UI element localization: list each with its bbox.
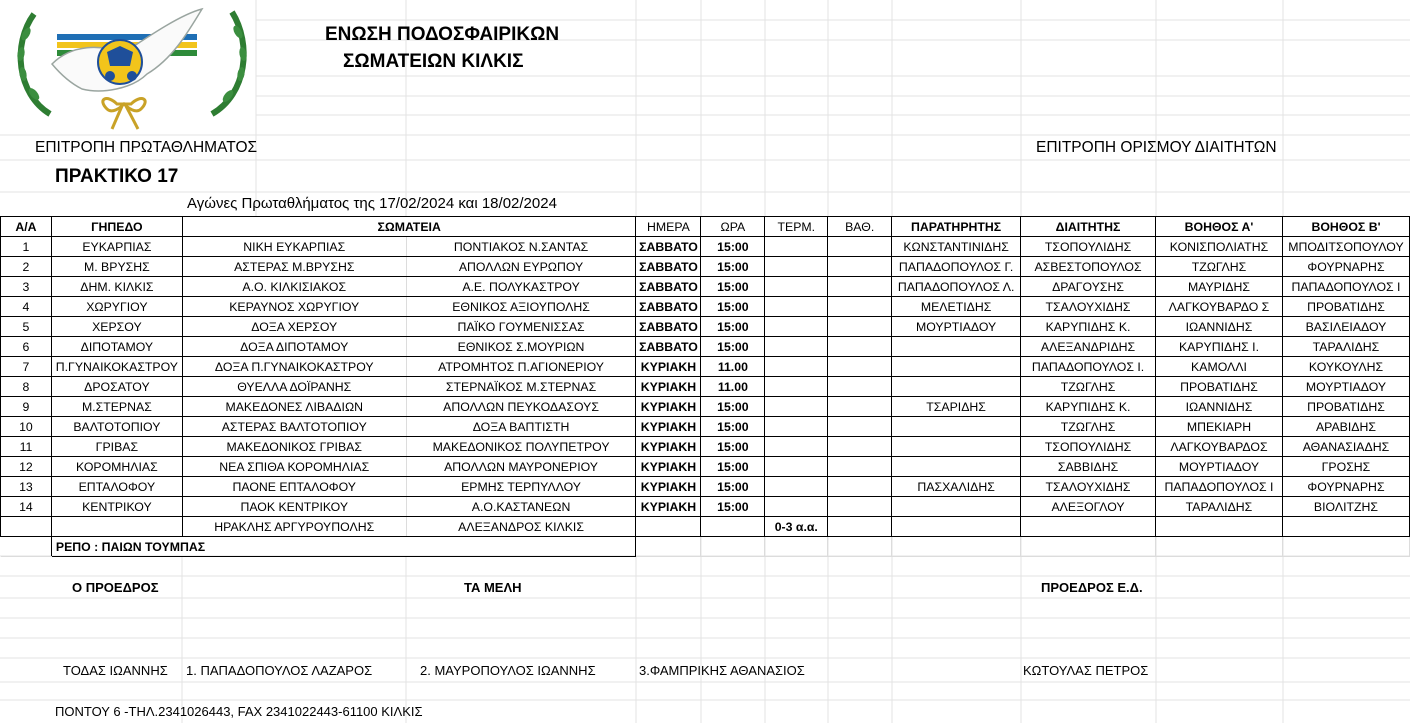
home-team-cell: ΝΕΑ ΣΠΙΘΑ ΚΟΡΟΜΗΛΙΑΣ	[182, 457, 406, 477]
assistant-b-cell: ΠΡΟΒΑΤΙΔΗΣ	[1282, 297, 1409, 317]
assistant-a-cell: ΤΑΡΑΛΙΔΗΣ	[1156, 497, 1283, 517]
matches-title: Αγώνες Πρωταθλήματος της 17/02/2024 και 18/02/2024	[187, 195, 557, 212]
score-cell	[765, 277, 828, 297]
grade-cell	[828, 257, 892, 277]
away-team-cell: ΜΑΚΕΔΟΝΙΚΟΣ ΠΟΛΥΠΕΤΡΟΥ	[406, 437, 636, 457]
away-team-cell: Α.Ο.ΚΑΣΤΑΝΕΩΝ	[406, 497, 636, 517]
referee-cell: ΚΑΡΥΠΙΔΗΣ Κ.	[1021, 397, 1156, 417]
assistant-a-cell: ΤΖΩΓΛΗΣ	[1156, 257, 1283, 277]
score-cell	[765, 337, 828, 357]
time-cell: 15:00	[701, 457, 765, 477]
time-cell: 15:00	[701, 437, 765, 457]
time-cell	[701, 517, 765, 537]
grade-cell	[828, 297, 892, 317]
observer-cell: ΚΩΝΣΤΑΝΤΙΝΙΔΗΣ	[892, 237, 1021, 257]
table-row	[1, 517, 1410, 537]
row-number	[1, 517, 52, 537]
observer-cell	[892, 457, 1021, 477]
score-cell	[765, 477, 828, 497]
member-2-name: 2. ΜΑΥΡΟΠΟΥΛΟΣ ΙΩΑΝΝΗΣ	[420, 663, 596, 678]
venue-cell: Μ. ΒΡΥΣΗΣ	[51, 257, 182, 277]
table-row	[1, 397, 1410, 417]
members-label: ΤΑ ΜΕΛΗ	[464, 580, 522, 595]
day-cell: ΚΥΡΙΑΚΗ	[636, 397, 701, 417]
time-cell: 15:00	[701, 477, 765, 497]
grade-cell	[828, 437, 892, 457]
grade-cell	[828, 337, 892, 357]
table-row	[1, 297, 1410, 317]
referee-cell: ΑΣΒΕΣΤΟΠΟΥΛΟΣ	[1021, 257, 1156, 277]
away-team-cell: ΑΛΕΞΑΝΔΡΟΣ ΚΙΛΚΙΣ	[406, 517, 636, 537]
away-team-cell: ΠΟΝΤΙΑΚΟΣ Ν.ΣΑΝΤΑΣ	[406, 237, 636, 257]
col-header-score: ΤΕΡΜ.	[765, 217, 828, 237]
score-cell	[765, 437, 828, 457]
score-cell	[765, 357, 828, 377]
day-cell: ΣΑΒΒΑΤΟ	[636, 257, 701, 277]
referee-cell: ΣΑΒΒΙΔΗΣ	[1021, 457, 1156, 477]
time-cell: 15:00	[701, 297, 765, 317]
home-team-cell: ΑΣΤΕΡΑΣ Μ.ΒΡΥΣΗΣ	[182, 257, 406, 277]
venue-cell: ΔΡΟΣΑΤΟΥ	[51, 377, 182, 397]
venue-cell: ΚΟΡΟΜΗΛΙΑΣ	[51, 457, 182, 477]
col-header-clubs: ΣΩΜΑΤΕΙΑ	[182, 217, 636, 237]
table-row	[1, 277, 1410, 297]
committee-right: ΕΠΙΤΡΟΠΗ ΟΡΙΣΜΟΥ ΔΙΑΙΤΗΤΩΝ	[1036, 139, 1277, 156]
assistant-b-cell: ΤΑΡΑΛΙΔΗΣ	[1282, 337, 1409, 357]
observer-cell	[892, 437, 1021, 457]
venue-cell: ΕΠΤΑΛΟΦΟΥ	[51, 477, 182, 497]
assistant-b-cell: ΒΙΟΛΙΤΖΗΣ	[1282, 497, 1409, 517]
away-team-cell: ΕΘΝΙΚΟΣ ΑΞΙΟΥΠΟΛΗΣ	[406, 297, 636, 317]
away-team-cell: ΑΠΟΛΛΩΝ ΜΑΥΡΟΝΕΡΙΟΥ	[406, 457, 636, 477]
observer-cell: ΠΑΠΑΔΟΠΟΥΛΟΣ Λ.	[892, 277, 1021, 297]
score-cell	[765, 237, 828, 257]
row-number: 10	[1, 417, 52, 437]
assistant-b-cell: ΒΑΣΙΛΕΙΑΔΟΥ	[1282, 317, 1409, 337]
grade-cell	[828, 277, 892, 297]
observer-cell	[892, 337, 1021, 357]
repo-text: ΡΕΠΟ : ΠΑΙΩΝ ΤΟΥΜΠΑΣ	[55, 539, 206, 554]
president-label: Ο ΠΡΟΕΔΡΟΣ	[72, 580, 159, 595]
referee-cell: ΚΑΡΥΠΙΔΗΣ Κ.	[1021, 317, 1156, 337]
time-cell: 15:00	[701, 397, 765, 417]
venue-cell	[51, 517, 182, 537]
away-team-cell: ΕΡΜΗΣ ΤΕΡΠΥΛΛΟΥ	[406, 477, 636, 497]
time-cell: 15:00	[701, 257, 765, 277]
home-team-cell: ΜΑΚΕΔΟΝΕΣ ΛΙΒΑΔΙΩΝ	[182, 397, 406, 417]
col-header-assistant-b: ΒΟΗΘΟΣ Β'	[1282, 217, 1409, 237]
ref-president-name: ΚΩΤΟΥΛΑΣ ΠΕΤΡΟΣ	[1023, 663, 1149, 678]
day-cell: ΣΑΒΒΑΤΟ	[636, 237, 701, 257]
referee-cell: ΤΖΩΓΛΗΣ	[1021, 377, 1156, 397]
venue-cell: ΔΗΜ. ΚΙΛΚΙΣ	[51, 277, 182, 297]
col-header-assistant-a: ΒΟΗΘΟΣ Α'	[1156, 217, 1283, 237]
home-team-cell: ΔΟΞΑ ΔΙΠΟΤΑΜΟΥ	[182, 337, 406, 357]
row-number: 8	[1, 377, 52, 397]
table-row	[1, 237, 1410, 257]
assistant-b-cell	[1282, 517, 1409, 537]
grade-cell	[828, 317, 892, 337]
assistant-a-cell: ΠΡΟΒΑΤΙΔΗΣ	[1156, 377, 1283, 397]
day-cell: ΣΑΒΒΑΤΟ	[636, 297, 701, 317]
referee-cell: ΤΣΟΠΟΥΛΙΔΗΣ	[1021, 437, 1156, 457]
assistant-b-cell: ΑΡΑΒΙΔΗΣ	[1282, 417, 1409, 437]
table-header-row	[1, 217, 1410, 237]
assistant-b-cell: ΓΡΟΣΗΣ	[1282, 457, 1409, 477]
assistant-b-cell: ΚΟΥΚΟΥΛΗΣ	[1282, 357, 1409, 377]
venue-cell: ΧΕΡΣΟΥ	[51, 317, 182, 337]
praktiko-number: ΠΡΑΚΤΙΚΟ 17	[55, 166, 179, 187]
observer-cell: ΠΑΣΧΑΛΙΔΗΣ	[892, 477, 1021, 497]
assistant-a-cell: ΚΑΜΟΛΛΙ	[1156, 357, 1283, 377]
time-cell: 15:00	[701, 337, 765, 357]
day-cell: ΚΥΡΙΑΚΗ	[636, 377, 701, 397]
table-row	[1, 317, 1410, 337]
col-header-time: ΩΡΑ	[701, 217, 765, 237]
home-team-cell: ΝΙΚΗ ΕΥΚΑΡΠΙΑΣ	[182, 237, 406, 257]
day-cell: ΚΥΡΙΑΚΗ	[636, 497, 701, 517]
col-header-no: Α/Α	[1, 217, 52, 237]
assistant-b-cell: ΜΟΥΡΤΙΑΔΟΥ	[1282, 377, 1409, 397]
time-cell: 11.00	[701, 357, 765, 377]
observer-cell	[892, 497, 1021, 517]
assistant-b-cell: ΦΟΥΡΝΑΡΗΣ	[1282, 257, 1409, 277]
table-row	[1, 357, 1410, 377]
observer-cell	[892, 357, 1021, 377]
table-row	[1, 417, 1410, 437]
day-cell: ΣΑΒΒΑΤΟ	[636, 277, 701, 297]
away-team-cell: ΣΤΕΡΝΑΪΚΟΣ Μ.ΣΤΕΡΝΑΣ	[406, 377, 636, 397]
member-3-name: 3.ΦΑΜΠΡΙΚΗΣ ΑΘΑΝΑΣΙΟΣ	[639, 663, 805, 678]
col-header-grade: ΒΑΘ.	[828, 217, 892, 237]
time-cell: 15:00	[701, 237, 765, 257]
row-number: 12	[1, 457, 52, 477]
col-header-day: ΗΜΕΡΑ	[636, 217, 701, 237]
table-row	[1, 437, 1410, 457]
observer-cell: ΜΕΛΕΤΙΔΗΣ	[892, 297, 1021, 317]
score-cell	[765, 317, 828, 337]
away-team-cell: ΕΘΝΙΚΟΣ Σ.ΜΟΥΡΙΩΝ	[406, 337, 636, 357]
score-cell	[765, 417, 828, 437]
col-header-referee: ΔΙΑΙΤΗΤΗΣ	[1021, 217, 1156, 237]
referee-cell: ΤΖΩΓΛΗΣ	[1021, 417, 1156, 437]
score-cell	[765, 377, 828, 397]
day-cell: ΚΥΡΙΑΚΗ	[636, 417, 701, 437]
time-cell: 15:00	[701, 317, 765, 337]
home-team-cell: ΔΟΞΑ Π.ΓΥΝΑΙΚΟΚΑΣΤΡΟΥ	[182, 357, 406, 377]
venue-cell: ΧΩΡΥΓΙΟΥ	[51, 297, 182, 317]
score-cell	[765, 297, 828, 317]
col-header-venue: ΓΗΠΕΔΟ	[51, 217, 182, 237]
day-cell	[636, 517, 701, 537]
grade-cell	[828, 477, 892, 497]
table-row	[1, 477, 1410, 497]
observer-cell: ΤΣΑΡΙΔΗΣ	[892, 397, 1021, 417]
assistant-a-cell: ΜΑΥΡΙΔΗΣ	[1156, 277, 1283, 297]
score-cell	[765, 457, 828, 477]
grade-cell	[828, 417, 892, 437]
table-row	[1, 257, 1410, 277]
referee-cell: ΤΣΟΠΟΥΛΙΔΗΣ	[1021, 237, 1156, 257]
row-number: 13	[1, 477, 52, 497]
table-row	[1, 337, 1410, 357]
day-cell: ΚΥΡΙΑΚΗ	[636, 457, 701, 477]
president-name: ΤΟΔΑΣ ΙΩΑΝΝΗΣ	[63, 663, 168, 678]
venue-cell: Π.ΓΥΝΑΙΚΟΚΑΣΤΡΟΥ	[51, 357, 182, 377]
venue-cell: ΒΑΛΤΟΤΟΠΙΟΥ	[51, 417, 182, 437]
venue-cell: ΓΡΙΒΑΣ	[51, 437, 182, 457]
assistant-a-cell	[1156, 517, 1283, 537]
referee-cell: ΔΡΑΓΟΥΣΗΣ	[1021, 277, 1156, 297]
score-cell	[765, 257, 828, 277]
observer-cell	[892, 417, 1021, 437]
referee-cell: ΠΑΠΑΔΟΠΟΥΛΟΣ Ι.	[1021, 357, 1156, 377]
assistant-a-cell: ΛΑΓΚΟΥΒΑΡΔΟ Σ	[1156, 297, 1283, 317]
row-number: 14	[1, 497, 52, 517]
home-team-cell: Α.Ο. ΚΙΛΚΙΣΙΑΚΟΣ	[182, 277, 406, 297]
footer-address: ΠΟΝΤΟΥ 6 -ΤΗΛ.2341026443, FAX 2341022443-61100 ΚΙΛΚΙΣ	[55, 704, 423, 719]
row-number: 5	[1, 317, 52, 337]
dove-football-wreath-logo	[12, 4, 252, 132]
score-cell	[765, 397, 828, 417]
observer-cell: ΠΑΠΑΔΟΠΟΥΛΟΣ Γ.	[892, 257, 1021, 277]
assistant-b-cell: ΠΑΠΑΔΟΠΟΥΛΟΣ Ι	[1282, 277, 1409, 297]
referee-cell	[1021, 517, 1156, 537]
observer-cell	[892, 517, 1021, 537]
grade-cell	[828, 457, 892, 477]
home-team-cell: ΜΑΚΕΔΟΝΙΚΟΣ ΓΡΙΒΑΣ	[182, 437, 406, 457]
assistant-a-cell: ΚΟΝΙΣΠΟΛΙΑΤΗΣ	[1156, 237, 1283, 257]
referee-cell: ΑΛΕΞΑΝΔΡΙΔΗΣ	[1021, 337, 1156, 357]
venue-cell: ΕΥΚΑΡΠΙΑΣ	[51, 237, 182, 257]
col-header-observer: ΠΑΡΑΤΗΡΗΤΗΣ	[892, 217, 1021, 237]
assistant-a-cell: ΠΑΠΑΔΟΠΟΥΛΟΣ Ι	[1156, 477, 1283, 497]
table-row	[1, 377, 1410, 397]
venue-cell: ΔΙΠΟΤΑΜΟΥ	[51, 337, 182, 357]
away-team-cell: Α.Ε. ΠΟΛΥΚΑΣΤΡΟΥ	[406, 277, 636, 297]
assistant-a-cell: ΜΠΕΚΙΑΡΗ	[1156, 417, 1283, 437]
grade-cell	[828, 497, 892, 517]
org-title-line1: ΕΝΩΣΗ ΠΟΔΟΣΦΑΙΡΙΚΩΝ	[325, 24, 560, 45]
row-number: 6	[1, 337, 52, 357]
time-cell: 15:00	[701, 277, 765, 297]
home-team-cell: ΠΑΟΝΕ ΕΠΤΑΛΟΦΟΥ	[182, 477, 406, 497]
time-cell: 11.00	[701, 377, 765, 397]
assistant-b-cell: ΜΠΟΔΙΤΣΟΠΟΥΛΟΥ	[1282, 237, 1409, 257]
grade-cell	[828, 377, 892, 397]
assistant-a-cell: ΜΟΥΡΤΙΑΔΟΥ	[1156, 457, 1283, 477]
schedule-table	[0, 216, 1410, 557]
day-cell: ΣΑΒΒΑΤΟ	[636, 337, 701, 357]
observer-cell	[892, 377, 1021, 397]
home-team-cell: ΠΑΟΚ ΚΕΝΤΡΙΚΟΥ	[182, 497, 406, 517]
referee-cell: ΤΣΑΛΟΥΧΙΔΗΣ	[1021, 297, 1156, 317]
assistant-a-cell: ΚΑΡΥΠΙΔΗΣ Ι.	[1156, 337, 1283, 357]
away-team-cell: ΔΟΞΑ ΒΑΠΤΙΣΤΗ	[406, 417, 636, 437]
home-team-cell: ΑΣΤΕΡΑΣ ΒΑΛΤΟΤΟΠΙΟΥ	[182, 417, 406, 437]
ref-president-label: ΠΡΟΕΔΡΟΣ Ε.Δ.	[1041, 580, 1143, 595]
away-team-cell: ΠΑΪΚΟ ΓΟΥΜΕΝΙΣΣΑΣ	[406, 317, 636, 337]
score-cell: 0-3 α.α.	[765, 517, 828, 537]
row-number: 4	[1, 297, 52, 317]
org-title-line2: ΣΩΜΑΤΕΙΩΝ ΚΙΛΚΙΣ	[343, 51, 524, 72]
row-number: 3	[1, 277, 52, 297]
table-row	[1, 497, 1410, 517]
away-team-cell: ΑΤΡΟΜΗΤΟΣ Π.ΑΓΙΟΝΕΡΙΟΥ	[406, 357, 636, 377]
table-row	[1, 457, 1410, 477]
row-number: 1	[1, 237, 52, 257]
time-cell: 15:00	[701, 417, 765, 437]
away-team-cell: ΑΠΟΛΛΩΝ ΕΥΡΩΠΟΥ	[406, 257, 636, 277]
row-number: 11	[1, 437, 52, 457]
row-number: 9	[1, 397, 52, 417]
committee-left: ΕΠΙΤΡΟΠΗ ΠΡΩΤΑΘΛΗΜΑΤΟΣ	[35, 139, 258, 156]
assistant-a-cell: ΙΩΑΝΝΙΔΗΣ	[1156, 317, 1283, 337]
day-cell: ΣΑΒΒΑΤΟ	[636, 317, 701, 337]
grade-cell	[828, 237, 892, 257]
day-cell: ΚΥΡΙΑΚΗ	[636, 477, 701, 497]
assistant-a-cell: ΙΩΑΝΝΙΔΗΣ	[1156, 397, 1283, 417]
home-team-cell: ΘΥΕΛΛΑ ΔΟΪΡΑΝΗΣ	[182, 377, 406, 397]
time-cell: 15:00	[701, 497, 765, 517]
row-number: 2	[1, 257, 52, 277]
observer-cell: ΜΟΥΡΤΙΑΔΟΥ	[892, 317, 1021, 337]
grade-cell	[828, 397, 892, 417]
grade-cell	[828, 357, 892, 377]
assistant-b-cell: ΑΘΑΝΑΣΙΑΔΗΣ	[1282, 437, 1409, 457]
home-team-cell: ΚΕΡΑΥΝΟΣ ΧΩΡΥΓΙΟΥ	[182, 297, 406, 317]
grade-cell	[828, 517, 892, 537]
home-team-cell: ΗΡΑΚΛΗΣ ΑΡΓΥΡΟΥΠΟΛΗΣ	[182, 517, 406, 537]
row-number: 7	[1, 357, 52, 377]
assistant-b-cell: ΠΡΟΒΑΤΙΔΗΣ	[1282, 397, 1409, 417]
day-cell: ΚΥΡΙΑΚΗ	[636, 437, 701, 457]
referee-cell: ΤΣΑΛΟΥΧΙΔΗΣ	[1021, 477, 1156, 497]
day-cell: ΚΥΡΙΑΚΗ	[636, 357, 701, 377]
assistant-a-cell: ΛΑΓΚΟΥΒΑΡΔΟΣ	[1156, 437, 1283, 457]
home-team-cell: ΔΟΞΑ ΧΕΡΣΟΥ	[182, 317, 406, 337]
venue-cell: Μ.ΣΤΕΡΝΑΣ	[51, 397, 182, 417]
member-1-name: 1. ΠΑΠΑΔΟΠΟΥΛΟΣ ΛΑΖΑΡΟΣ	[186, 663, 373, 678]
score-cell	[765, 497, 828, 517]
assistant-b-cell: ΦΟΥΡΝΑΡΗΣ	[1282, 477, 1409, 497]
venue-cell: ΚΕΝΤΡΙΚΟΥ	[51, 497, 182, 517]
away-team-cell: ΑΠΟΛΛΩΝ ΠΕΥΚΟΔΑΣΟΥΣ	[406, 397, 636, 417]
repo-row	[1, 537, 1410, 557]
referee-cell: ΑΛΕΞΟΓΛΟΥ	[1021, 497, 1156, 517]
